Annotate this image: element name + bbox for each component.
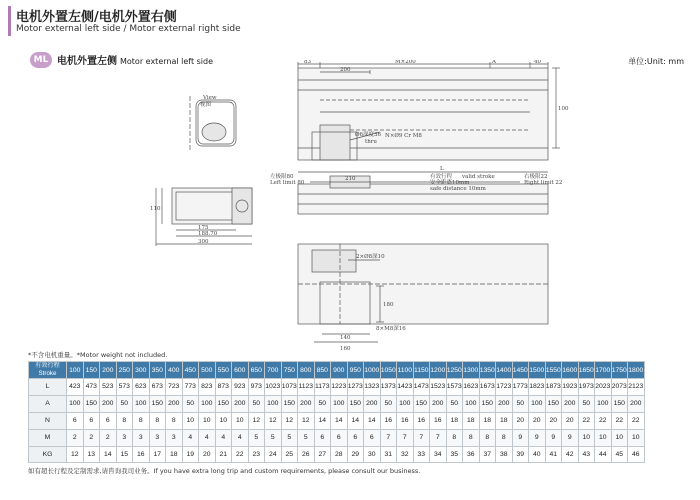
stroke-header-cell: 1300 — [463, 362, 480, 379]
table-cell: 31 — [380, 446, 397, 463]
table-cell: 2 — [100, 429, 117, 446]
table-cell: 16 — [133, 446, 150, 463]
stroke-header-cell: 1700 — [595, 362, 612, 379]
table-cell: 1573 — [446, 379, 463, 396]
table-cell: 8 — [446, 429, 463, 446]
stroke-header-cell: 800 — [298, 362, 315, 379]
table-cell: 37 — [479, 446, 496, 463]
table-cell: 42 — [562, 446, 579, 463]
table-cell: 10 — [595, 429, 612, 446]
end-view-drawing — [156, 96, 252, 246]
row-label: KG — [29, 446, 67, 463]
stroke-header-en: Stroke — [38, 370, 57, 377]
row-label: A — [29, 395, 67, 412]
stroke-header-cell: 900 — [331, 362, 348, 379]
table-cell: 200 — [628, 395, 645, 412]
dim-175-label: 175 — [198, 225, 209, 231]
table-cell: 29 — [347, 446, 364, 463]
table-cell: 1073 — [281, 379, 298, 396]
table-cell: 50 — [248, 395, 265, 412]
table-cell: 12 — [265, 412, 282, 429]
table-cell: 5 — [281, 429, 298, 446]
table-cell: 9 — [545, 429, 562, 446]
table-cell: 10 — [578, 429, 595, 446]
table-cell: 7 — [430, 429, 447, 446]
dim-300-label: 300 — [198, 239, 209, 245]
table-cell: 150 — [611, 395, 628, 412]
table-cell: 30 — [364, 446, 381, 463]
stroke-header-cell: 1800 — [628, 362, 645, 379]
row-label: N — [29, 412, 67, 429]
table-cell: 523 — [100, 379, 117, 396]
table-row — [29, 395, 645, 412]
view-label-mid: 视图 — [200, 102, 212, 108]
table-cell: 18 — [446, 412, 463, 429]
table-cell: 25 — [281, 446, 298, 463]
right-limit-en-label: Right limit 22 — [524, 180, 563, 186]
table-cell: 773 — [182, 379, 199, 396]
left-limit-en-label: Left limit 80 — [270, 180, 305, 186]
table-cell: 3 — [149, 429, 166, 446]
table-cell: 100 — [463, 395, 480, 412]
stroke-header-label — [29, 362, 67, 379]
table-cell: 50 — [578, 395, 595, 412]
table-cell: 1223 — [331, 379, 348, 396]
table-cell: 22 — [578, 412, 595, 429]
table-cell: 18 — [463, 412, 480, 429]
table-cell: 40 — [529, 446, 546, 463]
table-cell: 8 — [463, 429, 480, 446]
table-cell: 1173 — [314, 379, 331, 396]
stroke-header-cell: 550 — [215, 362, 232, 379]
table-cell: 8 — [149, 412, 166, 429]
table-cell: 10 — [182, 412, 199, 429]
table-cell: 20 — [545, 412, 562, 429]
table-cell: 2 — [67, 429, 84, 446]
table-cell: 36 — [463, 446, 480, 463]
table-cell: 22 — [232, 446, 249, 463]
table-cell: 1873 — [545, 379, 562, 396]
safety-cn-label: 安全距离10mm — [430, 180, 470, 186]
table-cell: 23 — [248, 446, 265, 463]
table-cell: 673 — [149, 379, 166, 396]
dim-200-label: 200 — [340, 67, 351, 73]
table-cell: 14 — [314, 412, 331, 429]
table-cell: 6 — [100, 412, 117, 429]
stroke-header-cell: 1400 — [496, 362, 513, 379]
table-cell: 2 — [83, 429, 100, 446]
table-cell: 473 — [83, 379, 100, 396]
table-cell: 10 — [199, 412, 216, 429]
table-cell: 6 — [364, 429, 381, 446]
table-cell: 14 — [331, 412, 348, 429]
stroke-header-cell: 700 — [265, 362, 282, 379]
table-cell: 150 — [215, 395, 232, 412]
header-accent-bar — [8, 6, 11, 36]
stroke-header-cell: 400 — [166, 362, 183, 379]
table-cell: 39 — [512, 446, 529, 463]
table-cell: 200 — [364, 395, 381, 412]
table-cell: 4 — [215, 429, 232, 446]
table-cell: 41 — [545, 446, 562, 463]
table-cell: 200 — [496, 395, 513, 412]
table-cell: 6 — [314, 429, 331, 446]
hole-through-label: thru — [365, 139, 377, 145]
unit-label: 单位:Unit: mm — [628, 57, 684, 66]
stroke-header-cell: 200 — [100, 362, 117, 379]
table-cell: 20 — [529, 412, 546, 429]
dim-160-label: 160 — [340, 346, 351, 352]
stroke-header-cell: 450 — [182, 362, 199, 379]
table-cell: 24 — [265, 446, 282, 463]
table-cell: 35 — [446, 446, 463, 463]
dim-180-label: 180 — [383, 302, 394, 308]
table-cell: 14 — [364, 412, 381, 429]
custom-request-note: 如有超长行程及定制需求,请咨询我司业务。If you have extra long trip and custom requirements, please consult our business. — [28, 467, 421, 475]
table-cell: 28 — [331, 446, 348, 463]
table-cell: 12 — [281, 412, 298, 429]
table-cell: 1623 — [463, 379, 480, 396]
table-cell: 923 — [232, 379, 249, 396]
table-cell: 8 — [133, 412, 150, 429]
view-label-top: View — [203, 95, 217, 101]
table-cell: 3 — [133, 429, 150, 446]
table-cell: 27 — [314, 446, 331, 463]
dim-83-label: 83 — [304, 60, 311, 65]
table-cell: 6 — [67, 412, 84, 429]
row-label: M — [29, 429, 67, 446]
dim-l-label: L — [440, 166, 444, 172]
table-cell: 50 — [314, 395, 331, 412]
table-cell: 10 — [215, 412, 232, 429]
table-cell: 8 — [496, 429, 513, 446]
table-cell: 16 — [413, 412, 430, 429]
tap-bottom-label: 8×M8深16 — [376, 326, 406, 332]
hole-depth-label: Ø6深度36 — [355, 132, 382, 138]
table-cell: 1773 — [512, 379, 529, 396]
page-title: 电机外置左侧/电机外置右侧 — [16, 10, 177, 25]
stroke-header-cell: 750 — [281, 362, 298, 379]
table-cell: 100 — [199, 395, 216, 412]
table-cell: 7 — [413, 429, 430, 446]
table-cell: 16 — [397, 412, 414, 429]
stroke-header-cell: 1200 — [430, 362, 447, 379]
table-cell: 100 — [265, 395, 282, 412]
table-cell: 150 — [545, 395, 562, 412]
table-cell: 4 — [232, 429, 249, 446]
table-cell: 20 — [562, 412, 579, 429]
table-cell: 100 — [133, 395, 150, 412]
table-cell: 50 — [446, 395, 463, 412]
table-cell: 12 — [67, 446, 84, 463]
table-cell: 6 — [331, 429, 348, 446]
table-cell: 150 — [83, 395, 100, 412]
stroke-header-cell: 500 — [199, 362, 216, 379]
table-cell: 150 — [347, 395, 364, 412]
table-cell: 1823 — [529, 379, 546, 396]
stroke-header-cell: 950 — [347, 362, 364, 379]
table-row — [29, 412, 645, 429]
table-cell: 10 — [611, 429, 628, 446]
table-cell: 150 — [413, 395, 430, 412]
table-cell: 1423 — [397, 379, 414, 396]
table-cell: 100 — [331, 395, 348, 412]
dim-110-label: 110 — [150, 206, 161, 212]
table-cell: 3 — [166, 429, 183, 446]
stroke-header-cell: 1050 — [380, 362, 397, 379]
stroke-header-cell: 1000 — [364, 362, 381, 379]
table-cell: 1273 — [347, 379, 364, 396]
table-cell: 8 — [116, 412, 133, 429]
table-cell: 100 — [67, 395, 84, 412]
table-cell: 200 — [298, 395, 315, 412]
table-cell: 10 — [628, 429, 645, 446]
table-cell: 100 — [397, 395, 414, 412]
motor-weight-note: *不含电机重量。*Motor weight not included. — [28, 351, 168, 359]
table-cell: 50 — [512, 395, 529, 412]
table-cell: 18 — [166, 446, 183, 463]
side-view-drawing — [298, 62, 560, 160]
table-cell: 823 — [199, 379, 216, 396]
table-cell: 1923 — [562, 379, 579, 396]
stroke-header-cell: 350 — [149, 362, 166, 379]
table-cell: 9 — [529, 429, 546, 446]
table-cell: 973 — [248, 379, 265, 396]
stroke-header-cell: 1100 — [397, 362, 414, 379]
table-cell: 8 — [166, 412, 183, 429]
table-cell: 50 — [380, 395, 397, 412]
stroke-header-cell: 650 — [248, 362, 265, 379]
stroke-header-cell: 150 — [83, 362, 100, 379]
dim-m200-label: M×200 — [395, 60, 416, 65]
table-cell: 26 — [298, 446, 315, 463]
table-cell: 46 — [628, 446, 645, 463]
stroke-header-cell: 300 — [133, 362, 150, 379]
section-title-cn: 电机外置左侧 — [57, 56, 117, 67]
table-cell: 32 — [397, 446, 414, 463]
dim-140-label: 140 — [340, 335, 351, 341]
spec-table — [28, 361, 645, 463]
table-cell: 8 — [479, 429, 496, 446]
table-cell: 4 — [199, 429, 216, 446]
table-row — [29, 429, 645, 446]
dim-188-label: 188.70 — [198, 231, 218, 237]
middle-view-drawing — [298, 172, 548, 214]
table-cell: 2023 — [595, 379, 612, 396]
table-cell: 20 — [199, 446, 216, 463]
page-subtitle: Motor external left side / Motor external right side — [16, 24, 241, 34]
table-cell: 1473 — [413, 379, 430, 396]
table-cell: 22 — [611, 412, 628, 429]
table-cell: 150 — [479, 395, 496, 412]
table-cell: 38 — [496, 446, 513, 463]
table-cell: 423 — [67, 379, 84, 396]
table-cell: 873 — [215, 379, 232, 396]
page-header — [8, 4, 692, 38]
stroke-header-row — [29, 362, 645, 379]
table-cell: 1673 — [479, 379, 496, 396]
table-cell: 10 — [232, 412, 249, 429]
stroke-header-cell: 1450 — [512, 362, 529, 379]
table-cell: 150 — [281, 395, 298, 412]
table-cell: 18 — [496, 412, 513, 429]
stroke-header-cell: 1650 — [578, 362, 595, 379]
table-cell: 16 — [380, 412, 397, 429]
table-cell: 4 — [182, 429, 199, 446]
tap-label: N×Ø9 Cr M8 — [385, 133, 422, 139]
table-cell: 1523 — [430, 379, 447, 396]
stroke-en-label: valid stroke — [462, 174, 495, 180]
table-cell: 20 — [512, 412, 529, 429]
technical-drawings — [0, 60, 700, 355]
stroke-header-cell: 1250 — [446, 362, 463, 379]
table-cell: 17 — [149, 446, 166, 463]
table-cell: 9 — [562, 429, 579, 446]
table-cell: 1123 — [298, 379, 315, 396]
stroke-header-cell: 1350 — [479, 362, 496, 379]
table-cell: 50 — [116, 395, 133, 412]
dim-100-label: 100 — [558, 106, 569, 112]
stroke-header-cn: 有效行程 — [35, 362, 60, 369]
dim-210-label: 210 — [345, 176, 356, 182]
section-title-en: Motor external left side — [120, 57, 214, 66]
spec-table-body — [29, 379, 645, 463]
stroke-header-cell: 1150 — [413, 362, 430, 379]
table-cell: 623 — [133, 379, 150, 396]
row-label: L — [29, 379, 67, 396]
table-cell: 5 — [248, 429, 265, 446]
stroke-header-cell: 250 — [116, 362, 133, 379]
table-cell: 21 — [215, 446, 232, 463]
table-cell: 33 — [413, 446, 430, 463]
right-limit-label: 右极限22 — [524, 174, 548, 180]
table-cell: 1023 — [265, 379, 282, 396]
tap-top-label: 2×Ø8深10 — [356, 254, 385, 260]
table-cell: 200 — [232, 395, 249, 412]
table-cell: 7 — [397, 429, 414, 446]
table-cell: 100 — [595, 395, 612, 412]
table-cell: 44 — [595, 446, 612, 463]
table-cell: 50 — [182, 395, 199, 412]
table-cell: 573 — [116, 379, 133, 396]
table-cell: 200 — [166, 395, 183, 412]
table-cell: 12 — [248, 412, 265, 429]
table-row — [29, 446, 645, 463]
table-row — [29, 379, 645, 396]
table-cell: 2073 — [611, 379, 628, 396]
table-cell: 3 — [116, 429, 133, 446]
table-cell: 5 — [298, 429, 315, 446]
table-cell: 13 — [83, 446, 100, 463]
table-cell: 22 — [628, 412, 645, 429]
table-cell: 723 — [166, 379, 183, 396]
table-cell: 14 — [347, 412, 364, 429]
table-cell: 1323 — [364, 379, 381, 396]
stroke-header-cell: 1600 — [562, 362, 579, 379]
stroke-header-cell: 1500 — [529, 362, 546, 379]
table-cell: 19 — [182, 446, 199, 463]
table-cell: 5 — [265, 429, 282, 446]
table-cell: 16 — [430, 412, 447, 429]
table-cell: 200 — [430, 395, 447, 412]
table-cell: 34 — [430, 446, 447, 463]
stroke-header-cell: 1750 — [611, 362, 628, 379]
table-cell: 18 — [479, 412, 496, 429]
table-cell: 22 — [595, 412, 612, 429]
table-cell: 1973 — [578, 379, 595, 396]
table-cell: 1723 — [496, 379, 513, 396]
safety-en-label: safe distance 10mm — [430, 186, 486, 192]
table-cell: 100 — [529, 395, 546, 412]
table-cell: 200 — [562, 395, 579, 412]
stroke-cn-label: 有效行程 — [430, 174, 453, 180]
top-view-drawing — [298, 244, 548, 342]
table-cell: 14 — [100, 446, 117, 463]
dim-40-label: 40 — [534, 60, 541, 65]
table-cell: 6 — [347, 429, 364, 446]
table-cell: 43 — [578, 446, 595, 463]
table-cell: 1373 — [380, 379, 397, 396]
section-badge: ML — [30, 52, 52, 68]
table-cell: 7 — [380, 429, 397, 446]
table-cell: 12 — [298, 412, 315, 429]
stroke-header-cell: 100 — [67, 362, 84, 379]
stroke-header-cell: 600 — [232, 362, 249, 379]
table-cell: 6 — [83, 412, 100, 429]
table-cell: 150 — [149, 395, 166, 412]
table-cell: 15 — [116, 446, 133, 463]
dim-a-label: A — [492, 60, 496, 65]
table-cell: 200 — [100, 395, 117, 412]
stroke-header-cell: 1550 — [545, 362, 562, 379]
stroke-header-cell: 850 — [314, 362, 331, 379]
table-cell: 9 — [512, 429, 529, 446]
table-cell: 2123 — [628, 379, 645, 396]
table-cell: 45 — [611, 446, 628, 463]
left-limit-label: 左极限80 — [270, 174, 294, 180]
